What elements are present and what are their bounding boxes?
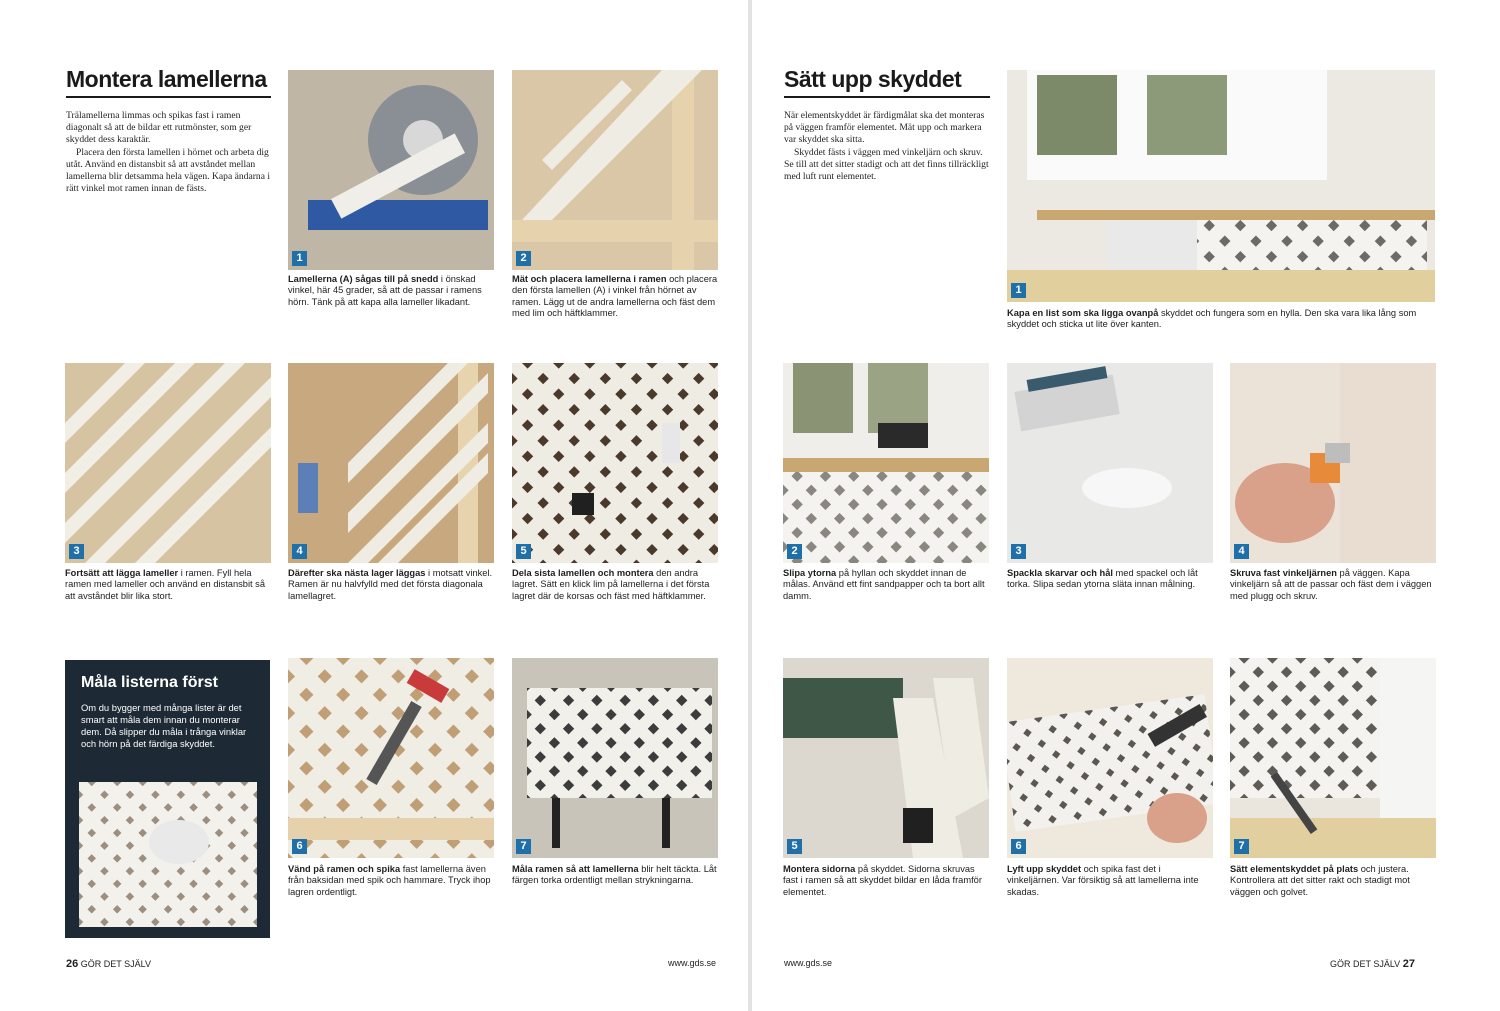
right-step-number-3: 3 [1011,544,1026,559]
tip-box-text: Om du bygger med många lister är det smart att måla dem innan du monterar dem. Då slipper du måla i trånga vinklar och hörn på det färdiga skyddet. [81,702,247,749]
right-step-caption-7-bold: Sätt elementskyddet på plats [1230,864,1359,874]
right-step-photo-2 [783,363,989,563]
right-folio-url: www.gds.se [784,958,833,968]
step-caption-4 [288,568,494,602]
step-caption-6 [288,864,494,898]
right-step-caption-2-text: på hyllan och skyddet innan de målas. Använd ett fint sandpapper och ta bort allt damm. [783,568,985,601]
step-number-6: 6 [292,839,307,854]
right-heading: Sätt upp skyddet [784,66,962,92]
step-number-1: 1 [292,251,307,266]
step-photo-4 [288,363,494,563]
left-intro-paragraph-1: Trälamellerna limmas och spikas fast i ramen diagonalt så att de bildar ett rutmönster, som ger skyddet dess karaktär. [66,110,252,146]
step-caption-3 [65,568,271,602]
step-caption-7-bold: Måla ramen så att lamellerna [512,864,639,874]
step-caption-5-bold: Dela sista lamellen och montera [512,568,654,578]
step-photo-5 [512,363,718,563]
right-page-number: 27 [1402,958,1415,970]
right-step-caption-3 [1007,568,1213,591]
step-caption-2 [512,274,718,320]
left-page-number: 26 [66,958,79,970]
right-folio [1330,958,1415,970]
step-caption-5 [512,568,718,602]
step-caption-5-text: den andra lagret. Sätt en klick lim på lamellerna i det första lagret där de korsas och fäst med häftklammer. [512,568,710,601]
right-step-number-1: 1 [1011,283,1026,298]
right-folio-text: GÖR DET SJÄLV [1330,959,1401,969]
step-caption-3-text: i ramen. Fyll hela ramen med lameller och använd en distansbit så att avståndet blir lika stort. [65,568,265,601]
right-step-photo-7 [1230,658,1436,858]
left-heading-rule [66,96,271,98]
step-caption-2-text: och placera den första lamellen (A) i vinkel från hörnet av ramen. Lägg ut de andra lamellerna och fäst dem med lim och häftklammer. [512,274,718,319]
right-step-caption-5-text: på skyddet. Sidorna skruvas fast i ramen så att skyddet bildar en låda framför elementet. [783,864,982,897]
right-intro-paragraph-2: Skyddet fästs i väggen med vinkeljärn och skruv. Se till att det sitter stadigt och att det finns tillräckligt med luft runt elementet. [784,146,989,183]
right-step-caption-3-bold: Spackla skarvar och hål [1007,568,1113,578]
step-caption-1-text: i önskad vinkel, här 45 grader, så att de passar i ramens hörn. Tänk på att kapa alla lameller likadant. [288,274,482,307]
right-step-caption-1 [1007,308,1435,331]
right-step-caption-3-text: med spackel och låt torka. Slipa sedan ytorna släta innan målning. [1007,568,1198,590]
right-step-caption-6-text: och spika fast det i vinkeljärnen. Var försiktig så att lamellerna inte skadas. [1007,864,1199,897]
right-step-caption-1-bold: Kapa en list som ska ligga ovanpå [1007,308,1159,318]
right-step-number-6: 6 [1011,839,1026,854]
right-step-photo-1 [1007,70,1435,302]
step-number-4: 4 [292,544,307,559]
right-step-caption-2 [783,568,989,602]
right-step-number-7: 7 [1234,839,1249,854]
step-number-5: 5 [516,544,531,559]
tip-box [65,660,270,938]
right-step-photo-6 [1007,658,1213,858]
step-caption-2-bold: Mät och placera lamellerna i ramen [512,274,667,284]
right-step-caption-7-text: och justera. Kontrollera att det sitter rakt och stadigt mot väggen och golvet. [1230,864,1410,897]
step-number-3: 3 [69,544,84,559]
step-photo-1 [288,70,494,270]
step-caption-7-text: blir helt täckta. Låt färgen torka ordentligt mellan strykningarna. [512,864,717,886]
right-step-caption-5 [783,864,989,898]
tip-box-title: Måla listerna först [81,674,218,691]
step-number-7: 7 [516,839,531,854]
right-intro-paragraph-1: När elementskyddet är färdigmålat ska det monteras på väggen framför elementet. Mät upp och markera var skyddet ska sitta. [784,110,985,146]
step-photo-7 [512,658,718,858]
step-caption-6-bold: Vänd på ramen och spika [288,864,401,874]
left-folio-url: www.gds.se [668,958,717,968]
right-step-caption-7 [1230,864,1436,898]
left-folio [66,958,151,970]
right-step-caption-4-text: på väggen. Kapa vinkeljärn så att de passar och fäst dem i väggen med plugg och skruv. [1230,568,1432,601]
right-step-caption-4-bold: Skruva fast vinkeljärnen [1230,568,1337,578]
step-number-2: 2 [516,251,531,266]
left-heading: Montera lamellerna [66,66,267,92]
right-intro-text [784,110,990,183]
tip-box-photo [79,782,257,927]
right-step-caption-1-text: skyddet och fungera som en hylla. Den ska vara lika lång som skyddet och sticka ut lite över kanten. [1007,308,1417,330]
right-step-photo-5 [783,658,989,858]
right-step-caption-6-bold: Lyft upp skyddet [1007,864,1082,874]
left-intro-paragraph-2: Placera den första lamellen i hörnet och arbeta dig utåt. Använd en distansbit så att avståndet mellan lamellerna blir detsamma hela vägen. Kapa ändarna i rätt vinkel mot ramen innan de fästs. [66,146,271,195]
right-step-number-2: 2 [787,544,802,559]
right-step-photo-3 [1007,363,1213,563]
step-caption-6-text: fast lamellerna även från baksidan med spik och hammare. Tryck ihop lagren ordentligt. [288,864,491,897]
step-caption-4-bold: Därefter ska nästa lager läggas [288,568,426,578]
step-caption-7 [512,864,718,887]
step-caption-4-text: i motsatt vinkel. Ramen är nu halvfylld med det första diagonala lamellagret. [288,568,493,601]
right-step-caption-6 [1007,864,1213,898]
right-step-photo-4 [1230,363,1436,563]
right-heading-rule [784,96,990,98]
step-caption-1-bold: Lamellerna (A) sågas till på snedd [288,274,439,284]
right-step-caption-5-bold: Montera sidorna [783,864,856,874]
step-photo-3 [65,363,271,563]
step-caption-1 [288,274,494,308]
left-intro-text [66,110,271,195]
step-caption-3-bold: Fortsätt att lägga lameller [65,568,179,578]
step-photo-2 [512,70,718,270]
left-folio-text: GÖR DET SJÄLV [80,959,151,969]
right-step-number-5: 5 [787,839,802,854]
right-step-caption-2-bold: Slipa ytorna [783,568,837,578]
right-step-number-4: 4 [1234,544,1249,559]
right-step-caption-4 [1230,568,1436,602]
step-photo-6 [288,658,494,858]
